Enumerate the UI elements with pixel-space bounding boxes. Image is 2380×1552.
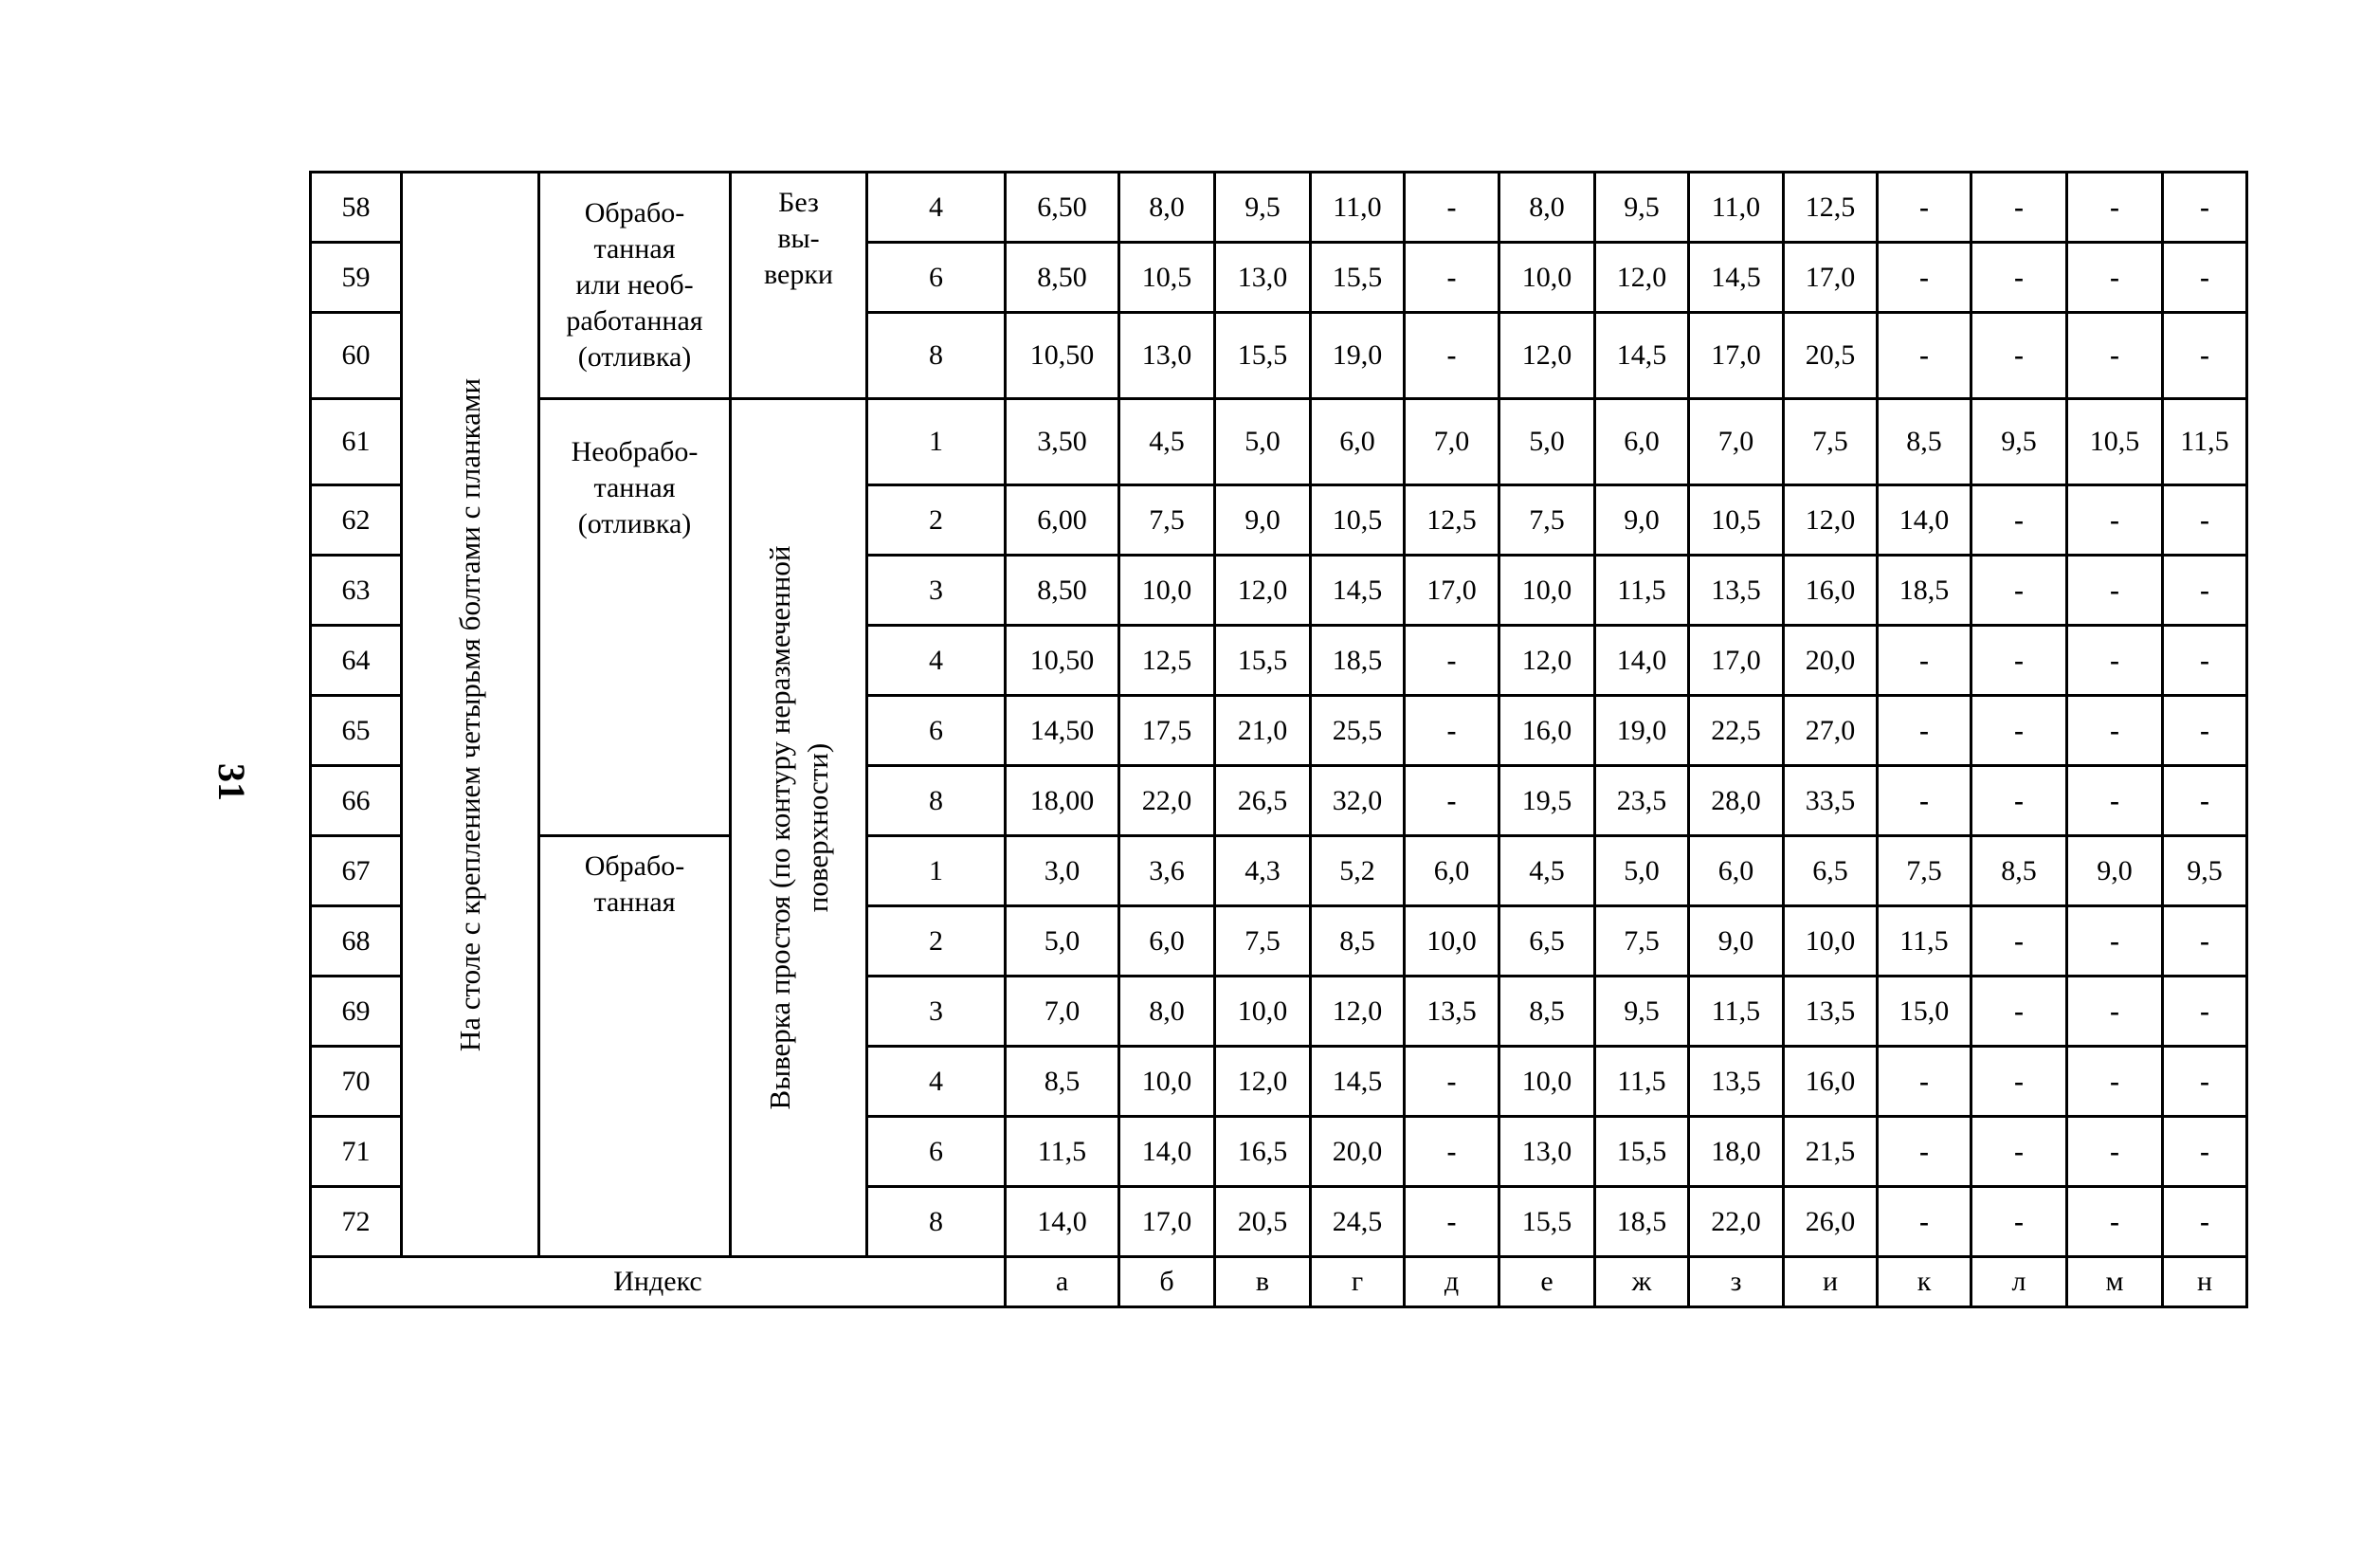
value-cell-г: 18,5 (1311, 626, 1405, 696)
value-cell-а: 5,0 (1006, 906, 1119, 977)
row-number: 66 (311, 766, 402, 836)
value-cell-и: 17,0 (1784, 243, 1878, 313)
value-cell-д: 13,5 (1405, 977, 1499, 1047)
value-cell-в: 5,0 (1215, 399, 1311, 485)
index-letter: а (1006, 1257, 1119, 1307)
size-parameter: 6 (867, 1117, 1006, 1187)
value-cell-н: - (2163, 243, 2247, 313)
value-cell-л: 9,5 (1971, 399, 2067, 485)
size-parameter: 3 (867, 977, 1006, 1047)
row-number: 60 (311, 313, 402, 399)
value-cell-к: - (1878, 1047, 1971, 1117)
value-cell-д: - (1405, 173, 1499, 243)
value-cell-ж: 15,5 (1595, 1117, 1689, 1187)
value-cell-к: 7,5 (1878, 836, 1971, 906)
value-cell-д: - (1405, 1187, 1499, 1257)
value-cell-к: - (1878, 1187, 1971, 1257)
value-cell-е: 5,0 (1499, 399, 1595, 485)
value-cell-е: 7,5 (1499, 485, 1595, 556)
value-cell-з: 10,5 (1689, 485, 1784, 556)
value-cell-ж: 14,5 (1595, 313, 1689, 399)
row-number: 71 (311, 1117, 402, 1187)
value-cell-н: - (2163, 1117, 2247, 1187)
value-cell-и: 7,5 (1784, 399, 1878, 485)
index-letter: е (1499, 1257, 1595, 1307)
value-cell-в: 21,0 (1215, 696, 1311, 766)
size-parameter: 2 (867, 906, 1006, 977)
value-cell-г: 10,5 (1311, 485, 1405, 556)
row-number: 62 (311, 485, 402, 556)
value-cell-н: - (2163, 313, 2247, 399)
value-cell-б: 10,5 (1119, 243, 1215, 313)
value-cell-ж: 6,0 (1595, 399, 1689, 485)
size-parameter: 6 (867, 696, 1006, 766)
value-cell-л: - (1971, 1187, 2067, 1257)
index-letter: в (1215, 1257, 1311, 1307)
value-cell-е: 15,5 (1499, 1187, 1595, 1257)
value-cell-ж: 7,5 (1595, 906, 1689, 977)
row-number: 67 (311, 836, 402, 906)
value-cell-л: - (1971, 696, 2067, 766)
size-parameter: 8 (867, 1187, 1006, 1257)
row-number: 69 (311, 977, 402, 1047)
value-cell-к: - (1878, 173, 1971, 243)
table-row (311, 173, 2247, 243)
value-cell-и: 12,0 (1784, 485, 1878, 556)
value-cell-к: 11,5 (1878, 906, 1971, 977)
value-cell-ж: 9,5 (1595, 977, 1689, 1047)
row-number: 63 (311, 556, 402, 626)
value-cell-а: 10,50 (1006, 313, 1119, 399)
value-cell-и: 21,5 (1784, 1117, 1878, 1187)
value-cell-а: 6,50 (1006, 173, 1119, 243)
surface-type-c: Обрабо- танная (539, 836, 731, 1257)
value-cell-д: - (1405, 766, 1499, 836)
value-cell-з: 17,0 (1689, 313, 1784, 399)
value-cell-е: 16,0 (1499, 696, 1595, 766)
value-cell-б: 17,5 (1119, 696, 1215, 766)
value-cell-г: 5,2 (1311, 836, 1405, 906)
value-cell-з: 22,0 (1689, 1187, 1784, 1257)
group-label-cell (402, 173, 539, 1257)
value-cell-а: 3,0 (1006, 836, 1119, 906)
row-number: 65 (311, 696, 402, 766)
value-cell-б: 10,0 (1119, 556, 1215, 626)
value-cell-м: - (2067, 556, 2163, 626)
value-cell-в: 10,0 (1215, 977, 1311, 1047)
size-parameter: 8 (867, 766, 1006, 836)
value-cell-з: 11,0 (1689, 173, 1784, 243)
value-cell-в: 12,0 (1215, 556, 1311, 626)
value-cell-л: - (1971, 173, 2067, 243)
value-cell-в: 15,5 (1215, 313, 1311, 399)
value-cell-к: 14,0 (1878, 485, 1971, 556)
group-label: На столе с креплением четырьмя болтами с планками (453, 377, 486, 1051)
value-cell-а: 14,50 (1006, 696, 1119, 766)
value-cell-л: - (1971, 243, 2067, 313)
alignment-type-a: Без вы- верки (731, 173, 867, 399)
value-cell-м: - (2067, 906, 2163, 977)
value-cell-м: 9,0 (2067, 836, 2163, 906)
size-parameter: 4 (867, 626, 1006, 696)
value-cell-з: 17,0 (1689, 626, 1784, 696)
value-cell-и: 20,5 (1784, 313, 1878, 399)
value-cell-в: 20,5 (1215, 1187, 1311, 1257)
table-body (311, 173, 2247, 1307)
value-cell-д: - (1405, 1047, 1499, 1117)
value-cell-з: 7,0 (1689, 399, 1784, 485)
value-cell-н: 11,5 (2163, 399, 2247, 485)
value-cell-ж: 11,5 (1595, 556, 1689, 626)
index-row (311, 1257, 2247, 1307)
value-cell-в: 12,0 (1215, 1047, 1311, 1117)
value-cell-н: - (2163, 1187, 2247, 1257)
value-cell-н: - (2163, 906, 2247, 977)
index-letter: б (1119, 1257, 1215, 1307)
value-cell-з: 13,5 (1689, 1047, 1784, 1117)
value-cell-е: 13,0 (1499, 1117, 1595, 1187)
value-cell-к: - (1878, 243, 1971, 313)
surface-type-a: Обрабо- танная или необ- работанная (отливка) (539, 173, 731, 399)
value-cell-з: 18,0 (1689, 1117, 1784, 1187)
value-cell-а: 7,0 (1006, 977, 1119, 1047)
value-cell-г: 6,0 (1311, 399, 1405, 485)
value-cell-д: - (1405, 626, 1499, 696)
value-cell-л: - (1971, 977, 2067, 1047)
value-cell-д: 17,0 (1405, 556, 1499, 626)
surface-type-b: Необрабо- танная (отливка) (539, 399, 731, 836)
value-cell-е: 12,0 (1499, 313, 1595, 399)
value-cell-в: 4,3 (1215, 836, 1311, 906)
value-cell-б: 8,0 (1119, 173, 1215, 243)
value-cell-е: 8,5 (1499, 977, 1595, 1047)
value-cell-д: 12,5 (1405, 485, 1499, 556)
index-letter: м (2067, 1257, 2163, 1307)
value-cell-в: 9,0 (1215, 485, 1311, 556)
page-number: 31 (210, 763, 253, 801)
index-letter: д (1405, 1257, 1499, 1307)
value-cell-з: 9,0 (1689, 906, 1784, 977)
value-cell-б: 12,5 (1119, 626, 1215, 696)
value-cell-ж: 9,5 (1595, 173, 1689, 243)
value-cell-е: 8,0 (1499, 173, 1595, 243)
value-cell-м: - (2067, 766, 2163, 836)
value-cell-л: - (1971, 766, 2067, 836)
value-cell-а: 3,50 (1006, 399, 1119, 485)
alignment-type-b-cell (731, 399, 867, 1257)
value-cell-з: 13,5 (1689, 556, 1784, 626)
row-number: 64 (311, 626, 402, 696)
value-cell-и: 16,0 (1784, 1047, 1878, 1117)
value-cell-а: 8,50 (1006, 556, 1119, 626)
index-letter: н (2163, 1257, 2247, 1307)
value-cell-н: - (2163, 556, 2247, 626)
value-cell-з: 11,5 (1689, 977, 1784, 1047)
value-cell-д: - (1405, 243, 1499, 313)
value-cell-м: - (2067, 977, 2163, 1047)
row-number: 68 (311, 906, 402, 977)
value-cell-и: 26,0 (1784, 1187, 1878, 1257)
value-cell-в: 7,5 (1215, 906, 1311, 977)
size-parameter: 8 (867, 313, 1006, 399)
value-cell-в: 16,5 (1215, 1117, 1311, 1187)
value-cell-ж: 11,5 (1595, 1047, 1689, 1117)
value-cell-и: 20,0 (1784, 626, 1878, 696)
value-cell-л: - (1971, 1117, 2067, 1187)
value-cell-и: 16,0 (1784, 556, 1878, 626)
index-label: Индекс (311, 1257, 1006, 1307)
index-letter: л (1971, 1257, 2067, 1307)
value-cell-б: 4,5 (1119, 399, 1215, 485)
value-cell-г: 24,5 (1311, 1187, 1405, 1257)
value-cell-в: 13,0 (1215, 243, 1311, 313)
value-cell-е: 10,0 (1499, 556, 1595, 626)
value-cell-д: 7,0 (1405, 399, 1499, 485)
value-cell-в: 9,5 (1215, 173, 1311, 243)
value-cell-д: - (1405, 696, 1499, 766)
value-cell-д: 10,0 (1405, 906, 1499, 977)
value-cell-н: - (2163, 696, 2247, 766)
value-cell-к: - (1878, 313, 1971, 399)
value-cell-ж: 23,5 (1595, 766, 1689, 836)
value-cell-л: - (1971, 626, 2067, 696)
value-cell-ж: 19,0 (1595, 696, 1689, 766)
size-parameter: 1 (867, 836, 1006, 906)
value-cell-м: - (2067, 243, 2163, 313)
value-cell-и: 10,0 (1784, 906, 1878, 977)
index-letter: и (1784, 1257, 1878, 1307)
value-cell-м: - (2067, 313, 2163, 399)
value-cell-н: - (2163, 173, 2247, 243)
value-cell-е: 10,0 (1499, 243, 1595, 313)
value-cell-н: - (2163, 626, 2247, 696)
value-cell-ж: 18,5 (1595, 1187, 1689, 1257)
value-cell-е: 6,5 (1499, 906, 1595, 977)
value-cell-м: - (2067, 1187, 2163, 1257)
table-row (311, 399, 2247, 485)
value-cell-а: 6,00 (1006, 485, 1119, 556)
value-cell-з: 22,5 (1689, 696, 1784, 766)
value-cell-н: 9,5 (2163, 836, 2247, 906)
row-number: 72 (311, 1187, 402, 1257)
value-cell-к: 18,5 (1878, 556, 1971, 626)
value-cell-е: 12,0 (1499, 626, 1595, 696)
value-cell-з: 6,0 (1689, 836, 1784, 906)
index-letter: з (1689, 1257, 1784, 1307)
value-cell-г: 11,0 (1311, 173, 1405, 243)
value-cell-ж: 5,0 (1595, 836, 1689, 906)
size-parameter: 2 (867, 485, 1006, 556)
value-cell-з: 14,5 (1689, 243, 1784, 313)
value-cell-л: - (1971, 1047, 2067, 1117)
value-cell-ж: 12,0 (1595, 243, 1689, 313)
value-cell-ж: 9,0 (1595, 485, 1689, 556)
value-cell-ж: 14,0 (1595, 626, 1689, 696)
index-letter: ж (1595, 1257, 1689, 1307)
value-cell-н: - (2163, 1047, 2247, 1117)
value-cell-н: - (2163, 977, 2247, 1047)
row-number: 59 (311, 243, 402, 313)
value-cell-м: - (2067, 173, 2163, 243)
value-cell-г: 12,0 (1311, 977, 1405, 1047)
value-cell-б: 8,0 (1119, 977, 1215, 1047)
value-cell-а: 18,00 (1006, 766, 1119, 836)
value-cell-и: 6,5 (1784, 836, 1878, 906)
value-cell-и: 27,0 (1784, 696, 1878, 766)
value-cell-г: 20,0 (1311, 1117, 1405, 1187)
value-cell-д: - (1405, 1117, 1499, 1187)
value-cell-л: - (1971, 906, 2067, 977)
size-parameter: 6 (867, 243, 1006, 313)
value-cell-г: 25,5 (1311, 696, 1405, 766)
value-cell-а: 8,5 (1006, 1047, 1119, 1117)
value-cell-г: 14,5 (1311, 1047, 1405, 1117)
size-parameter: 1 (867, 399, 1006, 485)
value-cell-к: 8,5 (1878, 399, 1971, 485)
value-cell-а: 14,0 (1006, 1187, 1119, 1257)
value-cell-б: 22,0 (1119, 766, 1215, 836)
value-cell-г: 19,0 (1311, 313, 1405, 399)
value-cell-к: - (1878, 696, 1971, 766)
alignment-type-b: Выверка простоя (по контуру неразмеченной поверхности) (762, 545, 834, 1110)
value-cell-н: - (2163, 766, 2247, 836)
value-cell-м: - (2067, 485, 2163, 556)
value-cell-г: 8,5 (1311, 906, 1405, 977)
value-cell-л: - (1971, 485, 2067, 556)
value-cell-з: 28,0 (1689, 766, 1784, 836)
table-row (311, 836, 2247, 906)
value-cell-и: 13,5 (1784, 977, 1878, 1047)
value-cell-в: 26,5 (1215, 766, 1311, 836)
value-cell-к: - (1878, 626, 1971, 696)
value-cell-к: 15,0 (1878, 977, 1971, 1047)
value-cell-м: 10,5 (2067, 399, 2163, 485)
index-letter: г (1311, 1257, 1405, 1307)
value-cell-б: 13,0 (1119, 313, 1215, 399)
value-cell-и: 12,5 (1784, 173, 1878, 243)
value-cell-б: 3,6 (1119, 836, 1215, 906)
value-cell-е: 10,0 (1499, 1047, 1595, 1117)
value-cell-м: - (2067, 626, 2163, 696)
value-cell-л: 8,5 (1971, 836, 2067, 906)
value-cell-г: 15,5 (1311, 243, 1405, 313)
row-number: 70 (311, 1047, 402, 1117)
row-number: 61 (311, 399, 402, 485)
value-cell-д: 6,0 (1405, 836, 1499, 906)
size-parameter: 4 (867, 173, 1006, 243)
value-cell-е: 19,5 (1499, 766, 1595, 836)
row-number: 58 (311, 173, 402, 243)
value-cell-а: 8,50 (1006, 243, 1119, 313)
index-letter: к (1878, 1257, 1971, 1307)
value-cell-м: - (2067, 696, 2163, 766)
value-cell-к: - (1878, 1117, 1971, 1187)
value-cell-е: 4,5 (1499, 836, 1595, 906)
value-cell-л: - (1971, 313, 2067, 399)
value-cell-б: 17,0 (1119, 1187, 1215, 1257)
norms-table (309, 171, 2248, 1308)
value-cell-н: - (2163, 485, 2247, 556)
value-cell-л: - (1971, 556, 2067, 626)
value-cell-м: - (2067, 1117, 2163, 1187)
size-parameter: 4 (867, 1047, 1006, 1117)
value-cell-б: 7,5 (1119, 485, 1215, 556)
value-cell-а: 10,50 (1006, 626, 1119, 696)
value-cell-в: 15,5 (1215, 626, 1311, 696)
value-cell-б: 14,0 (1119, 1117, 1215, 1187)
value-cell-а: 11,5 (1006, 1117, 1119, 1187)
value-cell-б: 6,0 (1119, 906, 1215, 977)
size-parameter: 3 (867, 556, 1006, 626)
value-cell-м: - (2067, 1047, 2163, 1117)
value-cell-к: - (1878, 766, 1971, 836)
value-cell-д: - (1405, 313, 1499, 399)
value-cell-г: 32,0 (1311, 766, 1405, 836)
value-cell-б: 10,0 (1119, 1047, 1215, 1117)
value-cell-г: 14,5 (1311, 556, 1405, 626)
value-cell-и: 33,5 (1784, 766, 1878, 836)
